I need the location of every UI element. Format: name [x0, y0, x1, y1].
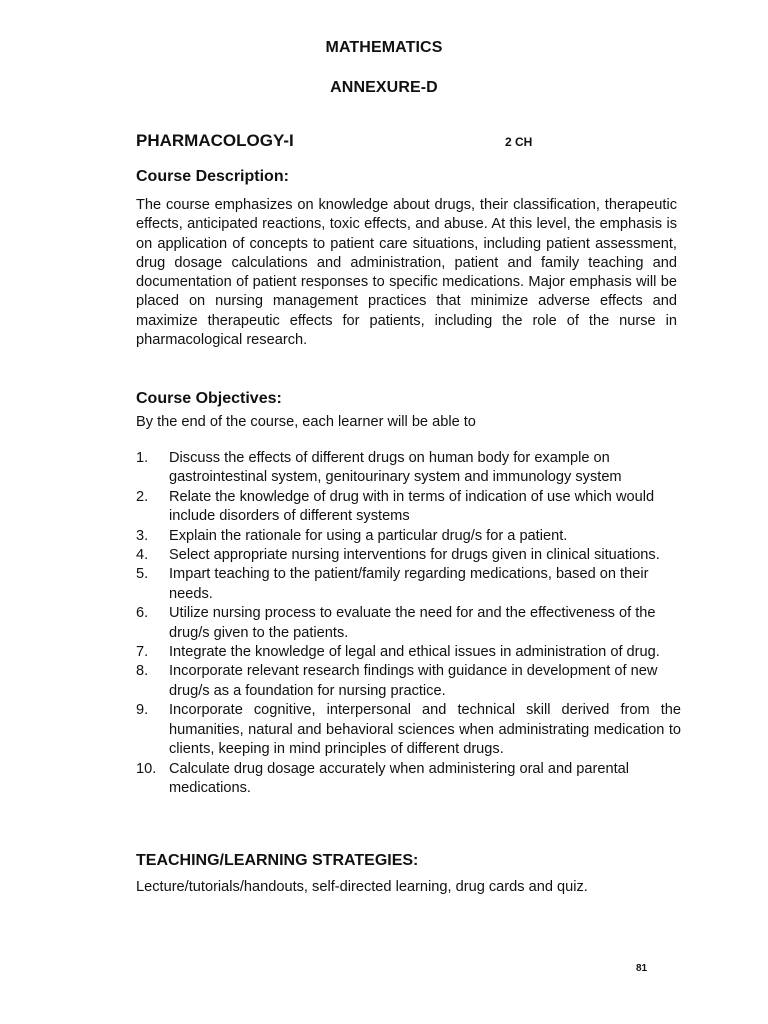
objective-item — [136, 527, 681, 546]
course-objectives-heading: Course Objectives: — [136, 390, 282, 407]
objective-number: 1. — [136, 450, 149, 466]
course-title-row — [136, 131, 676, 153]
objective-number: 3. — [136, 527, 149, 544]
objective-number: 8. — [136, 663, 149, 680]
subject-title: MATHEMATICS — [325, 39, 443, 56]
objectives-list — [136, 449, 681, 798]
objective-item — [136, 604, 681, 643]
course-objectives-intro: By the end of the course, each learner will be able to — [136, 414, 476, 430]
teaching-strategies-heading: TEACHING/LEARNING STRATEGIES: — [136, 852, 419, 869]
page-number: 81 — [636, 963, 648, 974]
objective-item — [136, 760, 681, 799]
objective-text: Explain the rationale for using a particular drug/s for a patient. — [169, 527, 568, 544]
objective-item — [136, 449, 681, 488]
objective-number: 2. — [136, 488, 149, 505]
objective-number: 7. — [136, 644, 149, 661]
credit-hours: 2 CH — [505, 135, 533, 149]
objective-item — [136, 546, 681, 565]
objective-text: Impart teaching to the patient/family regarding medications, based on their needs. — [169, 566, 649, 602]
objective-item — [136, 565, 681, 604]
objective-item — [136, 643, 681, 662]
objective-number: 5. — [136, 566, 149, 583]
objective-text: Incorporate cognitive, interpersonal and technical skill derived from the humanities, natural and behavioral sciences when administrating medication to clients, keeping in mind principles of different drugs. — [169, 702, 681, 758]
objective-item — [136, 662, 681, 701]
objective-text: Relate the knowledge of drug with in terms of indication of use which would include disorders of different systems — [169, 488, 655, 525]
objective-text: Utilize nursing process to evaluate the need for and the effectiveness of the drug/s given to the patients. — [169, 605, 656, 641]
teaching-strategies-text: Lecture/tutorials/handouts, self-directed learning, drug cards and quiz. — [136, 879, 588, 895]
course-description-heading: Course Description: — [136, 168, 289, 185]
objective-item — [136, 701, 681, 759]
objective-item — [136, 488, 681, 527]
objective-text: Select appropriate nursing interventions for drugs given in clinical situations. — [169, 547, 660, 564]
objective-text: Integrate the knowledge of legal and ethical issues in administration of drug. — [169, 644, 660, 661]
objective-number: 9. — [136, 702, 149, 719]
objective-text: Calculate drug dosage accurately when administering oral and parental medications. — [169, 760, 629, 796]
course-description-text: The course emphasizes on knowledge about drugs, their classification, therapeutic effects, anticipated reactions, toxic effects, and abuse. At this level, the emphasis is on application of concepts to patient care situations, including patient assessment, drug dosage calculations and administration, patient and family teaching and documentation of patient responses to specific medications. Major emphasis will be placed on nursing management practices that minimize adverse effects and maximize therapeutic effects for patients, including the role of the nurse in pharmacological research. — [136, 197, 677, 349]
objective-number: 4. — [136, 547, 149, 564]
objective-text: Discuss the effects of different drugs on human body for example on gastrointestinal system, genitourinary system and immunology system — [169, 450, 622, 486]
objective-number: 10. — [136, 760, 157, 777]
annexure-title: ANNEXURE-D — [330, 79, 438, 96]
objective-number: 6. — [136, 605, 149, 622]
course-title: PHARMACOLOGY-I — [136, 131, 294, 150]
objective-text: Incorporate relevant research findings with guidance in development of new drug/s as a foundation for nursing practice. — [169, 663, 658, 699]
